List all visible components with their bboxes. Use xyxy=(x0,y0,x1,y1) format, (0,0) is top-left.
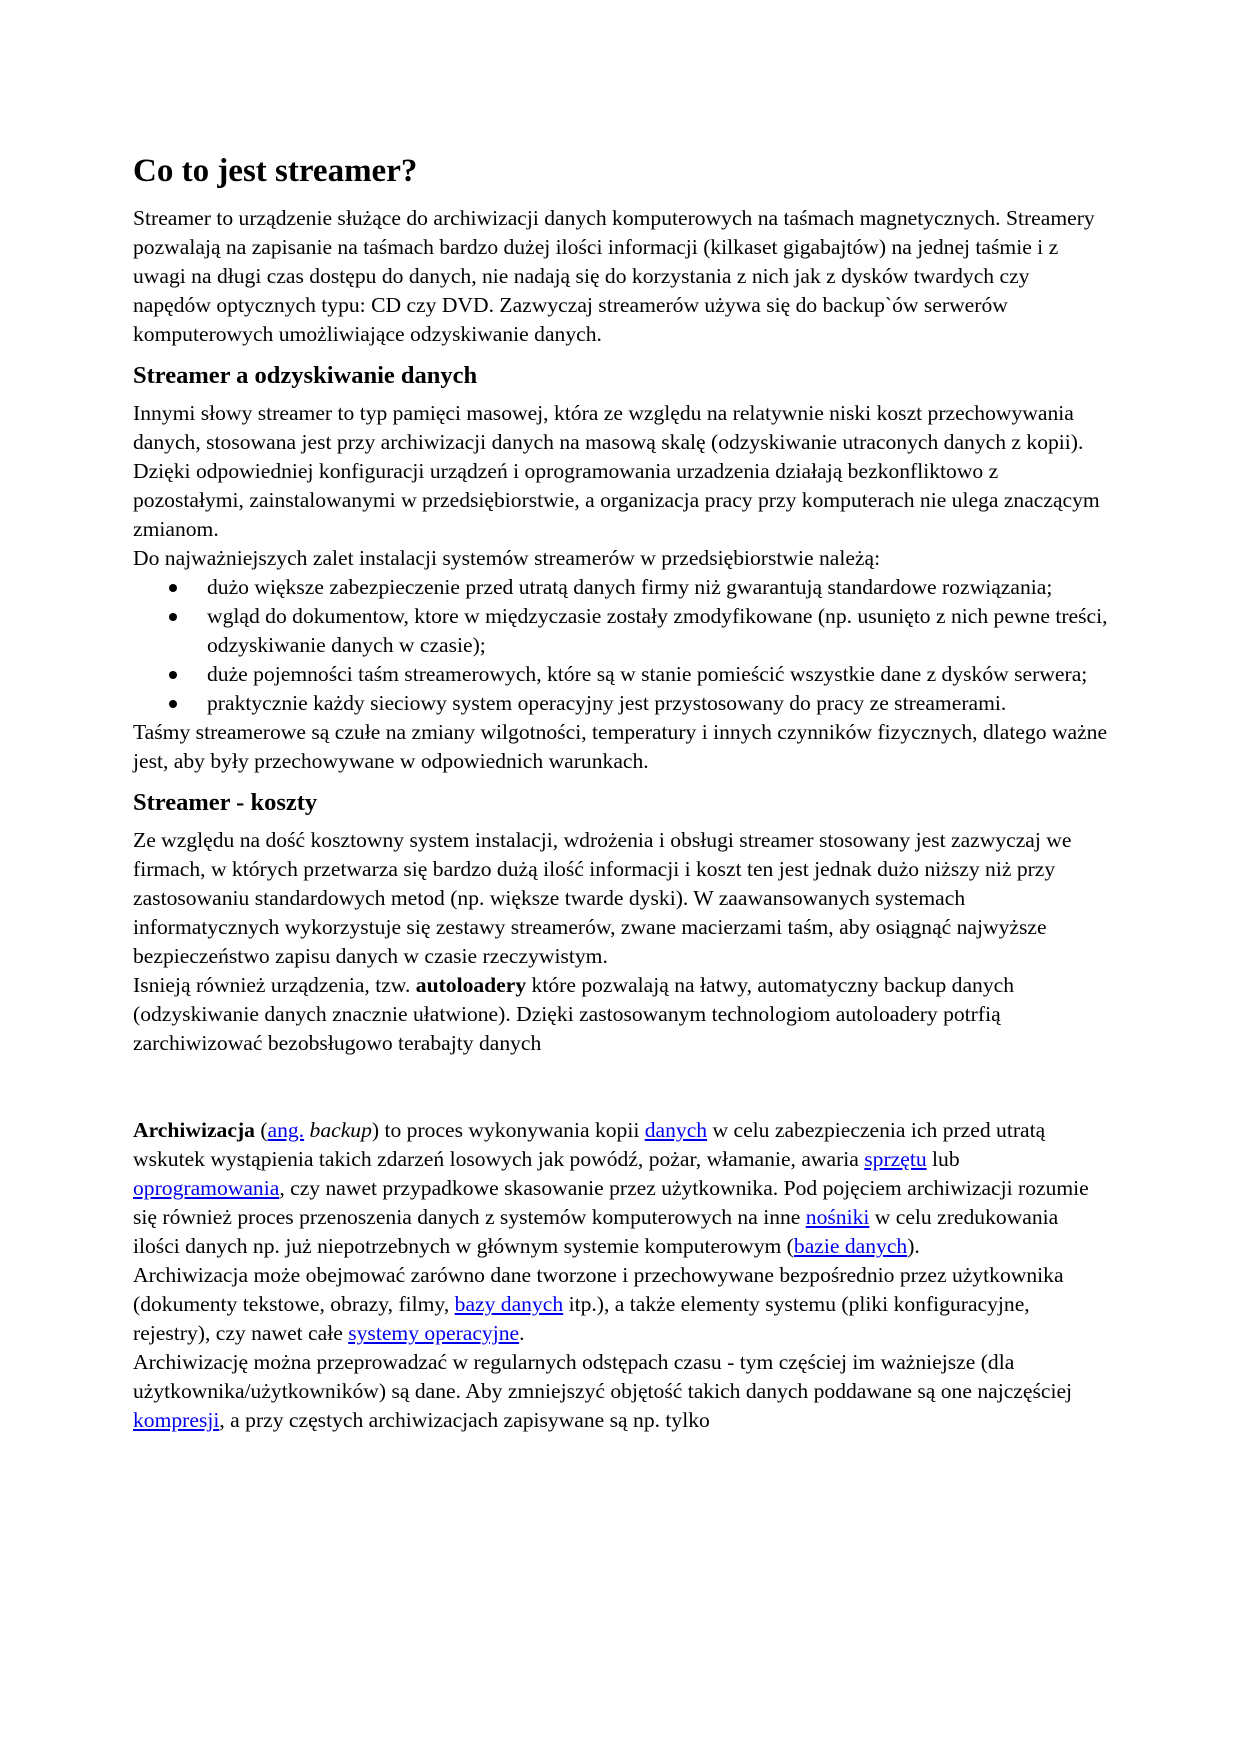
link-ang[interactable]: ang. xyxy=(267,1118,305,1143)
link-nosniki[interactable]: nośniki xyxy=(805,1205,870,1230)
bullet-icon xyxy=(169,584,177,592)
costs-paragraph: Ze względu na dość kosztowny system instalacji, wdrożenia i obsługi streamer stosowany jest zazwyczaj we firmach, w których przetwarza się bardzo dużą ilość informacji i koszt ten jest jednak dużo niższy niż przy zastosowaniu standardowych metod (np. większe twarde dyski). W zaawansowanych systemach informatycznych wykorzystuje się zestawy streamerów, zwane macierzami taśm, aby osiągnąć najwyższe bezpieczeństwo zapisu danych w czasie rzeczywistym. xyxy=(133,828,1072,969)
bullet-icon xyxy=(169,671,177,679)
section-heading-costs: Streamer - koszty xyxy=(133,788,318,816)
bullet-icon xyxy=(169,700,177,708)
section-heading-recovery: Streamer a odzyskiwanie danych xyxy=(133,361,478,389)
list-item xyxy=(207,689,1108,718)
link-danych[interactable]: danych xyxy=(644,1118,708,1143)
recovery-paragraph: Innymi słowy streamer to typ pamięci masowej, która ze względu na relatywnie niski koszt przechowywania danych, stosowana jest przy archiwizacji danych na masową skalę (odzyskiwanie utraconych danych z kopii). Dzięki odpowiedniej konfiguracji urządzeń i oprogramowania urzadzenia działają bezkonfliktowo z pozostałymi, zainstalowanymi w przedsiębiorstwie, a organizacja pracy przy komputerach nie ulega znaczącym zmianom. xyxy=(133,400,1100,541)
archiwizacja-term: Archiwizacja xyxy=(133,1118,255,1143)
link-systemy-operacyjne[interactable]: systemy operacyjne xyxy=(348,1321,520,1346)
advantages-list xyxy=(133,573,1108,718)
list-item xyxy=(207,660,1108,689)
page-title: Co to jest streamer? xyxy=(133,153,418,189)
list-item-text: wgląd do dokumentow, ktore w międzyczasie zostały zmodyfikowane (np. usunięto z nich pewne treści, odzyskiwanie danych w czasie); xyxy=(207,603,1108,657)
link-sprzetu[interactable]: sprzętu xyxy=(864,1147,927,1172)
backup-term: backup xyxy=(309,1118,372,1143)
archiwizacja-paragraph-3: Archiwizację można przeprowadzać w regularnych odstępach czasu - tym częściej im ważniejsze (dla użytkownika/użytkowników) są dane. Aby zmniejszyć objętość takich danych poddawane są one najczęściej kompresji, a przy częstych archiwizacjach zapisywane są np. tylko xyxy=(133,1350,1073,1433)
link-bazy-danych[interactable]: bazy danych xyxy=(454,1292,564,1317)
link-kompresji[interactable]: kompresji xyxy=(133,1408,220,1433)
link-bazie-danych[interactable]: bazie danych xyxy=(793,1234,908,1259)
bullet-icon xyxy=(169,613,177,621)
archiwizacja-paragraph-1: Archiwizacja (ang. backup) to proces wykonywania kopii danych w celu zabezpieczenia ich przed utratą wskutek wystąpienia takich zdarzeń losowych jak powódź, pożar, włamanie, awaria sprzętu lub oprogramowania, czy nawet przypadkowe skasowanie przez użytkownika. Pod pojęciem archiwizacji rozumie się również proces przenoszenia danych z systemów komputerowych na inne nośniki w celu zredukowania ilości danych np. już niepotrzebnych w głównym systemie komputerowym (bazie danych). xyxy=(133,1118,1089,1259)
autoloader-paragraph: Isnieją również urządzenia, tzw. autoloadery które pozwalają na łatwy, automatyczny backup danych (odzyskiwanie danych znacznie ułatwione). Dzięki zastosowanym technologiom autoloadery potrfią zarchiwizować bezobsługowo terabajty danych xyxy=(133,973,1015,1056)
list-item-text: praktycznie każdy sieciowy system operacyjny jest przystosowany do pracy ze streamerami. xyxy=(207,690,1007,715)
autoloader-term: autoloadery xyxy=(415,973,527,998)
list-item-text: duże pojemności taśm streamerowych, które są w stanie pomieścić wszystkie dane z dysków serwera; xyxy=(207,661,1088,686)
list-item xyxy=(207,602,1108,660)
document-page xyxy=(133,152,1108,1435)
spacer xyxy=(133,1058,1108,1116)
list-item-text: dużo większe zabezpieczenie przed utratą danych firmy niż gwarantują standardowe rozwiązania; xyxy=(207,574,1053,599)
humidity-paragraph: Taśmy streamerowe są czułe na zmiany wilgotności, temperatury i innych czynników fizycznych, dlatego ważne jest, aby były przechowywane w odpowiednich warunkach. xyxy=(133,719,1108,773)
intro-paragraph: Streamer to urządzenie służące do archiwizacji danych komputerowych na taśmach magnetycznych. Streamery pozwalają na zapisanie na taśmach bardzo dużej ilości informacji (kilkaset gigabajtów) na jednej taśmie i z uwagi na długi czas dostępu do danych, nie nadają się do korzystania z nich jak z dysków twardych czy napędów optycznych typu: CD czy DVD. Zazwyczaj streamerów używa się do backup`ów serwerów komputerowych umożliwiające odzyskiwanie danych. xyxy=(133,205,1095,346)
advantages-lead: Do najważniejszych zalet instalacji systemów streamerów w przedsiębiorstwie należą: xyxy=(133,545,881,570)
list-item xyxy=(207,573,1108,602)
link-oprogramowania[interactable]: oprogramowania xyxy=(133,1176,280,1201)
archiwizacja-paragraph-2: Archiwizacja może obejmować zarówno dane tworzone i przechowywane bezpośrednio przez użytkownika (dokumenty tekstowe, obrazy, filmy, bazy danych itp.), a także elementy systemu (pliki konfiguracyjne, rejestry), czy nawet całe systemy operacyjne. xyxy=(133,1263,1064,1346)
